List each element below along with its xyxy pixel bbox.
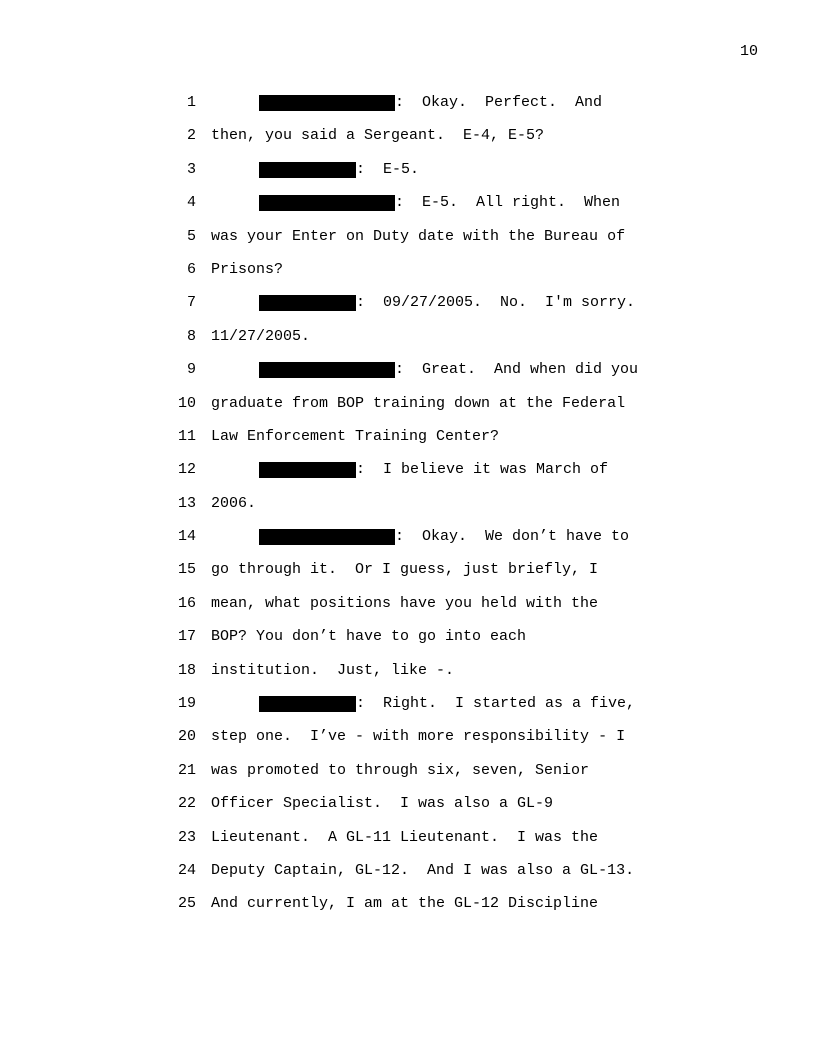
transcript-line	[0, 894, 816, 927]
line-text: : E-5. All right. When	[395, 194, 621, 212]
line-text: BOP? You don’t have to go into each	[211, 628, 527, 646]
transcript-line	[0, 761, 816, 794]
line-number: 20	[177, 728, 196, 746]
line-number: 13	[177, 494, 196, 512]
transcript-line	[0, 293, 816, 326]
line-number: 9	[186, 361, 196, 379]
line-text: And currently, I am at the GL-12 Discipline	[211, 895, 599, 913]
line-text: go through it. Or I guess, just briefly, I	[211, 561, 599, 579]
line-text: institution. Just, like -.	[211, 661, 455, 679]
line-text: : Great. And when did you	[395, 361, 639, 379]
line-number: 23	[177, 828, 196, 846]
speaker-redaction-box	[259, 195, 395, 211]
transcript-line	[0, 126, 816, 159]
transcript-line	[0, 861, 816, 894]
line-text: : 09/27/2005. No. I'm sorry.	[356, 294, 636, 312]
line-number: 5	[186, 227, 196, 245]
transcript-line	[0, 260, 816, 293]
line-text: 2006.	[211, 494, 257, 512]
line-text: : Okay. We don’t have to	[395, 528, 630, 546]
transcript-line	[0, 460, 816, 493]
line-text: then, you said a Sergeant. E-4, E-5?	[211, 127, 545, 145]
line-text: graduate from BOP training down at the Federal	[211, 394, 626, 412]
line-number: 24	[177, 861, 196, 879]
line-number: 10	[177, 394, 196, 412]
line-text: Law Enforcement Training Center?	[211, 427, 500, 445]
line-text: : Right. I started as a five,	[356, 695, 636, 713]
line-text: Deputy Captain, GL-12. And I was also a GL-13.	[211, 861, 635, 879]
transcript-line	[0, 227, 816, 260]
line-text: Prisons?	[211, 260, 284, 278]
transcript-line	[0, 661, 816, 694]
transcript-line	[0, 327, 816, 360]
transcript-line	[0, 93, 816, 126]
line-text: was promoted to through six, seven, Senior	[211, 761, 590, 779]
line-number: 21	[177, 761, 196, 779]
line-text: 11/27/2005.	[211, 327, 311, 345]
line-number: 15	[177, 561, 196, 579]
line-number: 19	[177, 695, 196, 713]
line-number: 1	[186, 94, 196, 111]
transcript-line	[0, 193, 816, 226]
line-number: 2	[186, 127, 196, 145]
line-number: 14	[177, 528, 196, 546]
line-text: Officer Specialist. I was also a GL-9	[211, 795, 554, 813]
line-number: 4	[186, 194, 196, 212]
line-number: 11	[177, 427, 196, 445]
transcript-line	[0, 494, 816, 527]
transcript-line	[0, 527, 816, 560]
transcript-line	[0, 594, 816, 627]
line-number: 8	[186, 327, 196, 345]
speaker-redaction-box	[259, 529, 395, 545]
line-text: step one. I’ve - with more responsibility - I	[211, 728, 626, 746]
speaker-redaction-box	[259, 362, 395, 378]
transcript-body	[0, 93, 816, 928]
line-number: 17	[177, 628, 196, 646]
line-text: mean, what positions have you held with the	[211, 594, 599, 612]
line-number: 3	[186, 160, 196, 178]
transcript-line	[0, 160, 816, 193]
speaker-redaction-box	[259, 295, 356, 311]
transcript-line	[0, 394, 816, 427]
line-text: was your Enter on Duty date with the Bureau of	[211, 227, 626, 245]
line-text: : I believe it was March of	[356, 461, 609, 479]
line-number: 18	[177, 661, 196, 679]
line-number: 22	[177, 795, 196, 813]
transcript-line	[0, 727, 816, 760]
speaker-redaction-box	[259, 462, 356, 478]
page-number: 10	[740, 43, 759, 60]
line-text: : E-5.	[356, 160, 420, 178]
line-number: 25	[177, 895, 196, 913]
transcript-line	[0, 794, 816, 827]
transcript-line	[0, 560, 816, 593]
transcript-line	[0, 360, 816, 393]
speaker-redaction-box	[259, 162, 356, 178]
line-text: : Okay. Perfect. And	[395, 94, 603, 111]
speaker-redaction-box	[259, 696, 356, 712]
transcript-line	[0, 627, 816, 660]
line-number: 16	[177, 594, 196, 612]
line-text: Lieutenant. A GL-11 Lieutenant. I was the	[211, 828, 599, 846]
line-number: 12	[177, 461, 196, 479]
speaker-redaction-box	[259, 95, 395, 111]
transcript-line	[0, 828, 816, 861]
line-number: 6	[186, 260, 196, 278]
line-number: 7	[186, 294, 196, 312]
transcript-line	[0, 427, 816, 460]
transcript-line	[0, 694, 816, 727]
